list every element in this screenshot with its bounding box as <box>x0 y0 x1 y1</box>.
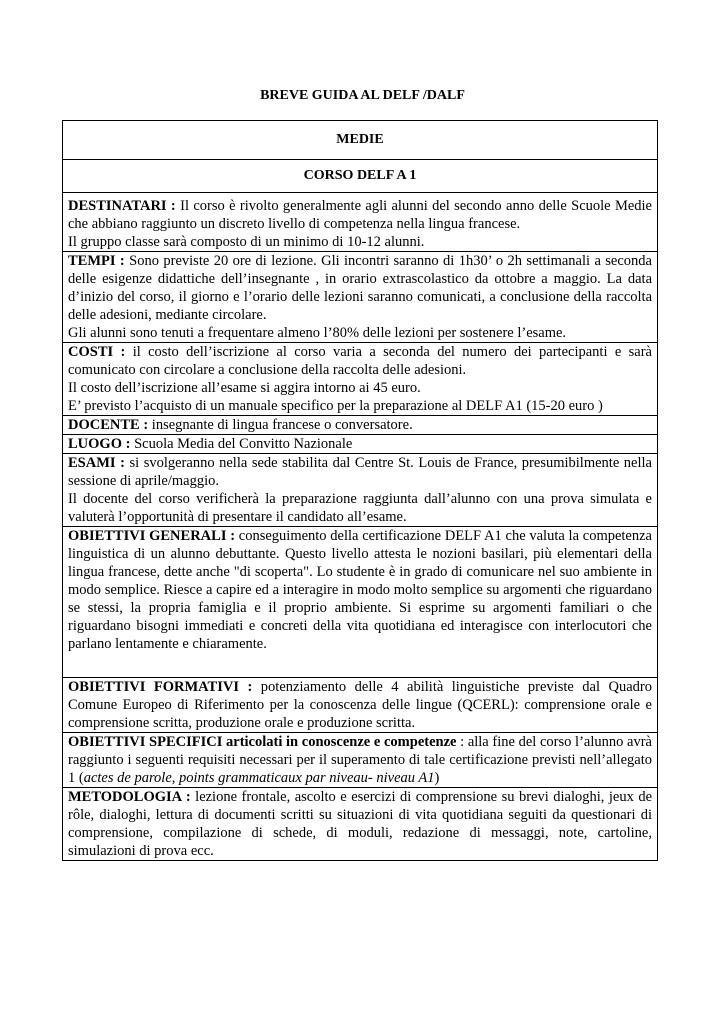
esami-text: si svolgeranno nella sede stabilita dal Centre St. Louis de France, presumibilmente nella sessione di aprile/maggio. <box>68 455 652 489</box>
obiettivi-specifici-italic: actes de parole, points grammaticaux par niveau- niveau A1 <box>83 770 435 786</box>
luogo-cell <box>63 435 658 454</box>
obiettivi-formativi-cell <box>63 678 658 733</box>
costi-text: il costo dell’iscrizione al corso varia a seconda del numero dei partecipanti e sarà comunicato con circolare a conclusione della raccolta delle adesioni. <box>68 344 652 378</box>
table-row <box>63 252 658 343</box>
table-row <box>63 416 658 435</box>
luogo-label: LUOGO : <box>68 436 131 452</box>
table-row <box>63 788 658 861</box>
table-row <box>63 160 658 193</box>
metodologia-label: METODOLOGIA : <box>68 789 191 805</box>
obiettivi-generali-cell <box>63 527 658 678</box>
costi-line3: E’ previsto l’acquisto di un manuale specifico per la preparazione al DELF A1 (15-20 euro ) <box>68 398 603 414</box>
docente-cell <box>63 416 658 435</box>
table-row <box>63 343 658 416</box>
course-title: CORSO DELF A 1 <box>63 160 658 193</box>
table-row <box>63 193 658 252</box>
table-row <box>63 121 658 160</box>
destinatari-text: Il corso è rivolto generalmente agli alunni del secondo anno delle Scuole Medie che abbiano raggiunto un discreto livello di competenza nella lingua francese. <box>68 198 652 232</box>
obiettivi-specifici-end: ) <box>434 770 440 786</box>
costi-line2: Il costo dell’iscrizione all’esame si aggira intorno ai 45 euro. <box>68 380 421 396</box>
costi-label: COSTI : <box>68 344 126 360</box>
tempi-label: TEMPI : <box>68 253 125 269</box>
esami-line2: Il docente del corso verificherà la preparazione raggiunta dall’alunno con una prova simulata e valuterà l’opportunità di presentare il candidato all’esame. <box>68 491 652 525</box>
table-row <box>63 527 658 678</box>
obiettivi-formativi-label: OBIETTIVI FORMATIVI : <box>68 679 253 695</box>
esami-cell <box>63 454 658 527</box>
course-table <box>62 120 658 861</box>
obiettivi-formativi-text: potenziamento delle 4 abilità linguistiche previste dal Quadro Comune Europeo di Riferimento per la conoscenza delle lingue (QCERL): comprensione orale e comprensione scritta, produzione orale e produzione scritta. <box>68 679 653 731</box>
obiettivi-generali-label: OBIETTIVI GENERALI : <box>68 528 236 544</box>
destinatari-line2: Il gruppo classe sarà composto di un minimo di 10-12 alunni. <box>68 234 425 250</box>
section-header: MEDIE <box>63 121 658 160</box>
document-title: BREVE GUIDA AL DELF /DALF <box>260 88 465 103</box>
table-row <box>63 454 658 527</box>
destinatari-cell <box>63 193 658 252</box>
luogo-text: Scuola Media del Convitto Nazionale <box>130 436 353 452</box>
docente-label: DOCENTE : <box>68 417 149 433</box>
obiettivi-specifici-cell <box>63 733 658 788</box>
tempi-text: Sono previste 20 ore di lezione. Gli incontri saranno di 1h30’ o 2h settimanali a seconda delle esigenze didattiche dell’insegnante , in orario extrascolastico da ottobre a maggio. La data d’inizio del corso, il giorno e l’orario delle lezioni saranno comunicati, a conclusione della raccolta delle adesioni, mediante circolare. <box>68 253 652 323</box>
table-row <box>63 733 658 788</box>
costi-cell <box>63 343 658 416</box>
metodologia-cell <box>63 788 658 861</box>
docente-text: insegnante di lingua francese o conversatore. <box>148 417 413 433</box>
obiettivi-specifici-text: : alla fine del corso l’alunno avrà raggiunto i seguenti requisiti necessari per il superamento di tale certificazione previsti nell’allegato 1 ( <box>68 734 652 786</box>
table-row <box>63 435 658 454</box>
table-row <box>63 678 658 733</box>
obiettivi-specifici-label: OBIETTIVI SPECIFICI articolati in conoscenze e competenze <box>68 734 457 750</box>
tempi-line2: Gli alunni sono tenuti a frequentare almeno l’80% delle lezioni per sostenere l’esame. <box>68 325 567 341</box>
tempi-cell <box>63 252 658 343</box>
esami-label: ESAMI : <box>68 455 125 471</box>
obiettivi-generali-text: conseguimento della certificazione DELF A1 che valuta la competenza linguistica di un alunno debuttante. Questo livello attesta le nozioni basilari, più elementari della lingua francese, dette anche "di scoperta". Lo studente è in grado di comunicare nel suo ambiente in modo semplice. Riesce a capire ed a interagire in modo molto semplice su argomenti che riguardano se stessi, la propria famiglia e il proprio ambiente. Si esprime su argomenti familiari o che riguardano bisogni immediati e concreti della vita quotidiana ed interagisce con interlocutori che parlano lentamente e chiaramente. <box>68 528 652 652</box>
metodologia-text: lezione frontale, ascolto e esercizi di comprensione su brevi dialoghi, jeux de rôle, dialoghi, lettura di documenti scritti su situazioni di vita quotidiana seguiti da questionari di comprensione, compilazione di schede, di moduli, redazione di messaggi, note, cartoline, simulazioni di prova ecc. <box>68 789 653 859</box>
destinatari-label: DESTINATARI : <box>68 198 176 214</box>
